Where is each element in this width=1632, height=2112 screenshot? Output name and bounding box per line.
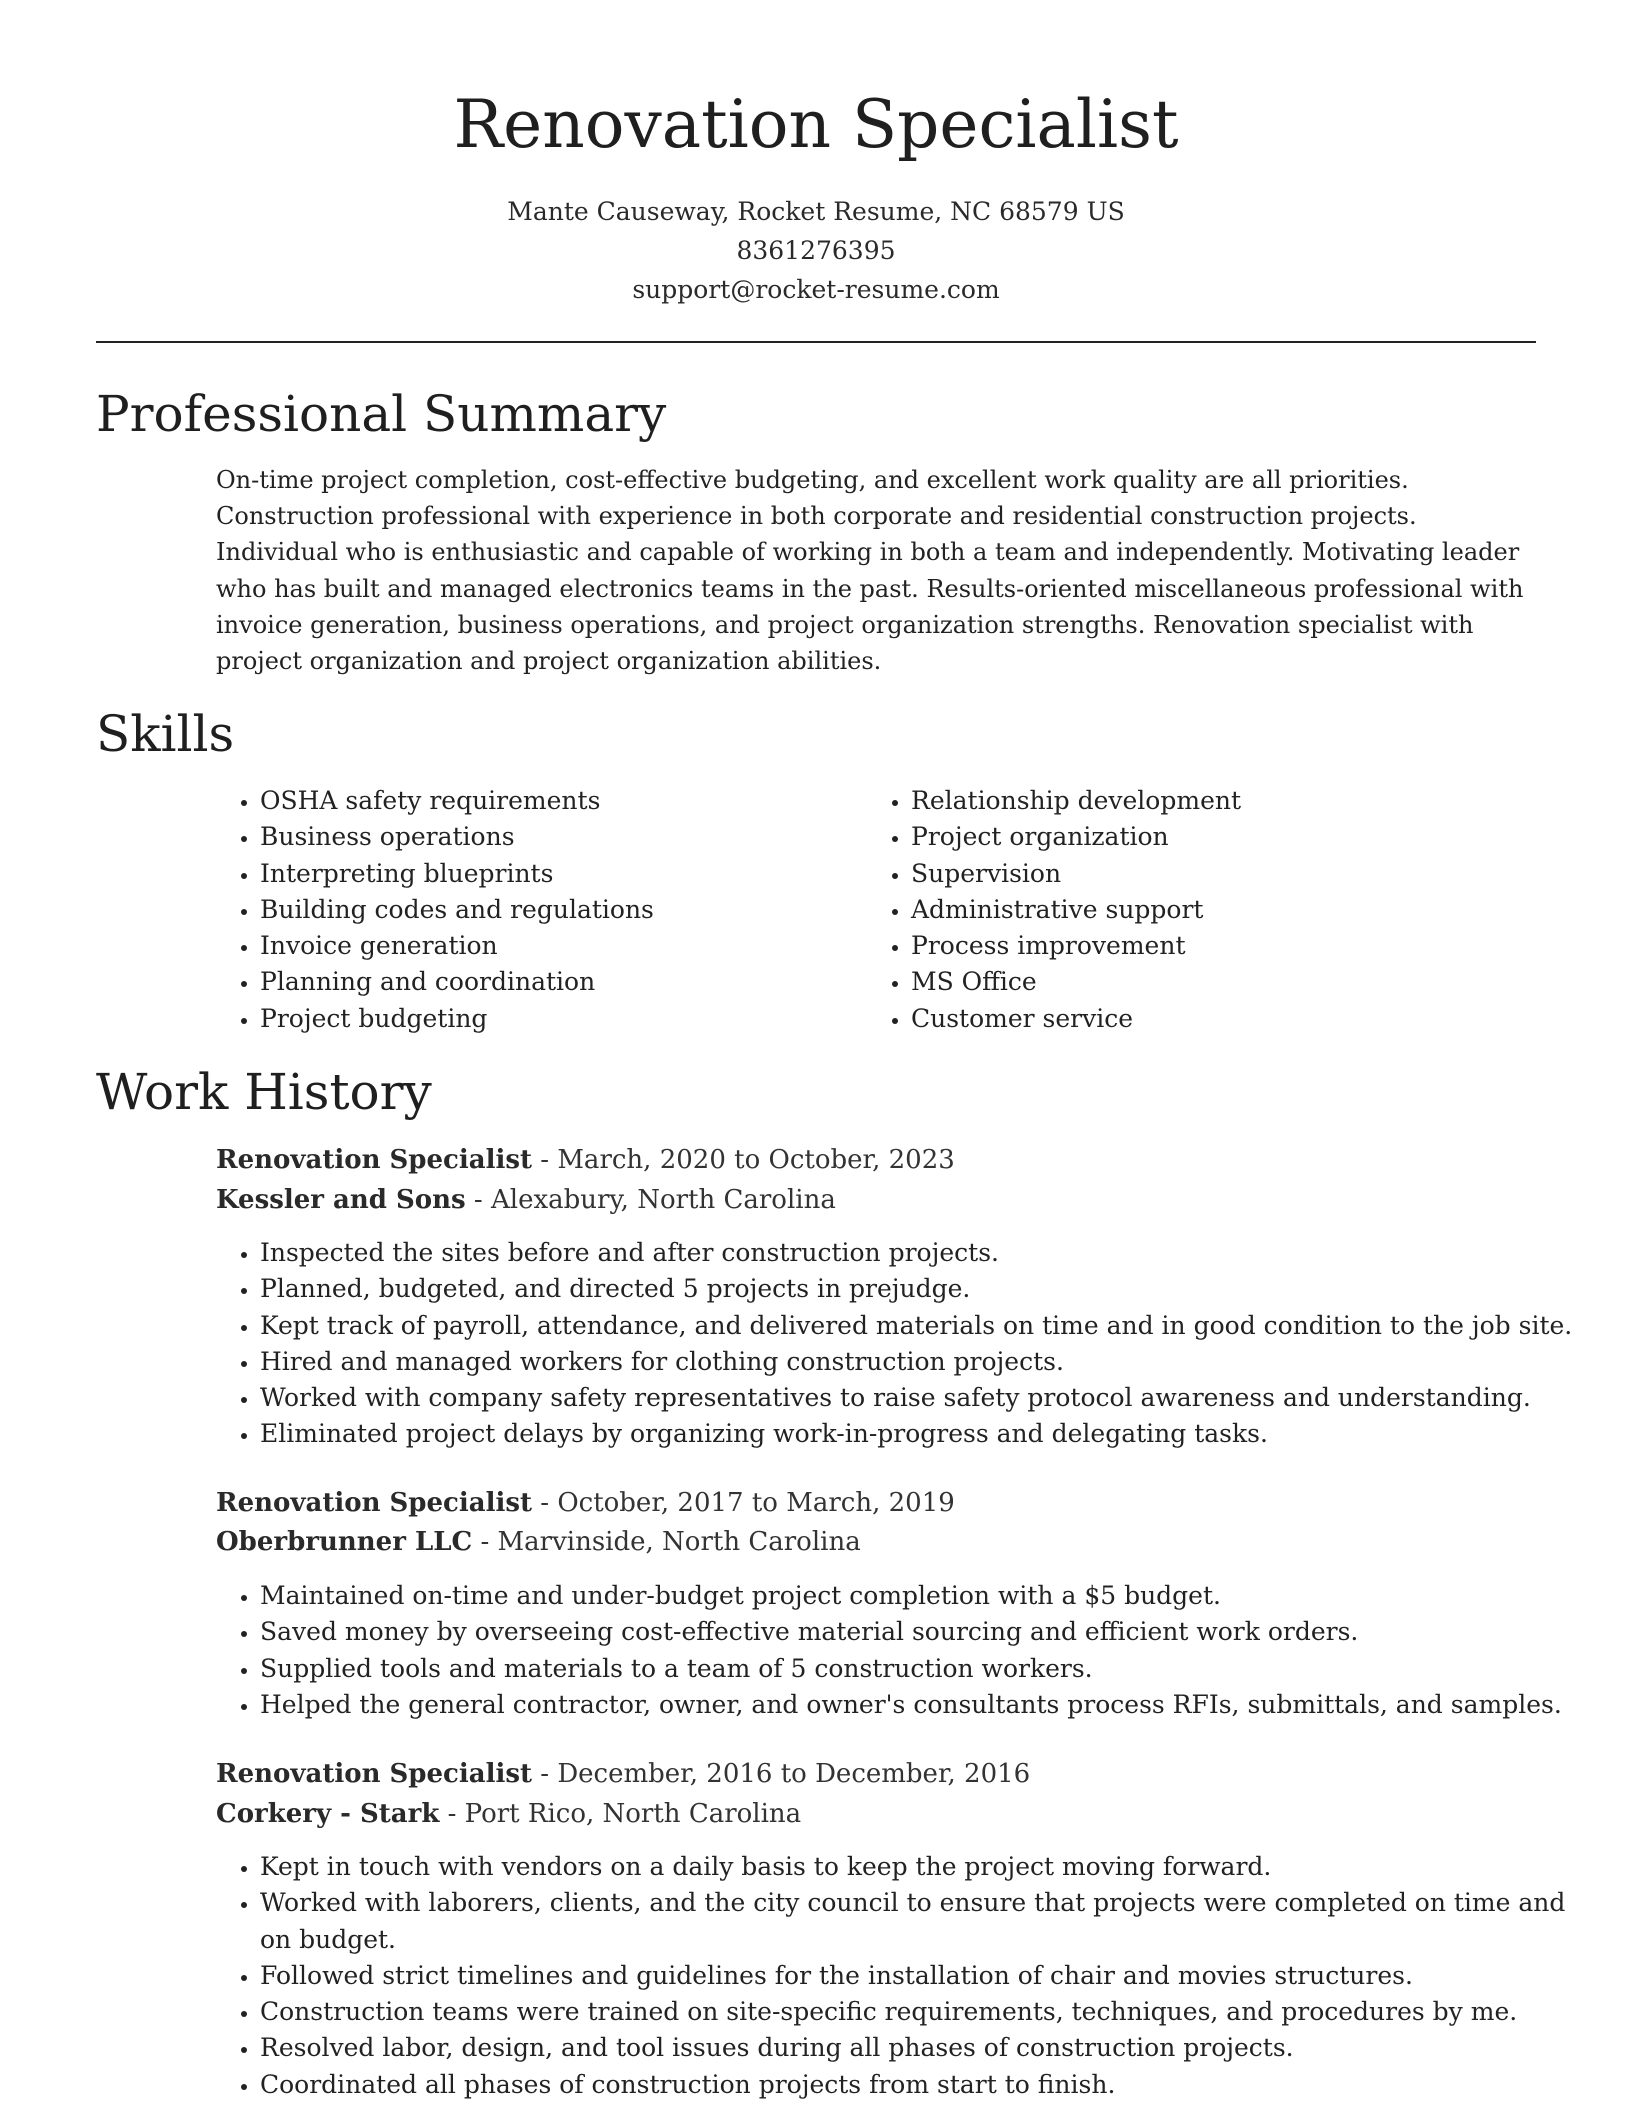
summary-heading: Professional Summary [96,385,667,443]
job-bullet: • Kept in touch with vendors on a daily basis to keep the project moving forward. [260,1849,1580,1885]
skill-item: • OSHA safety requirements [260,783,820,819]
job-bullet: • Kept track of payroll, attendance, and delivered materials on time and in good condition to the job site. [260,1308,1580,1344]
skill-item: • Invoice generation [260,928,820,964]
job-company: Oberbrunner LLC [216,1527,473,1557]
job-bullet: • Worked with laborers, clients, and the city council to ensure that projects were completed on time and on budget. [260,1885,1580,1958]
job-company-line [216,1794,801,1834]
skill-item: • Process improvement [911,928,1511,964]
skills-list-right [867,783,1511,1037]
job-bullet: • Followed strict timelines and guidelines for the installation of chair and movies structures. [260,1958,1580,1994]
job-bullet: • Planned, budgeted, and directed 5 projects in prejudge. [260,1271,1580,1307]
resume-name: Renovation Specialist [453,86,1179,163]
job-bullet: • Maintained on-time and under-budget project completion with a $5 budget. [260,1578,1580,1614]
job-bullet: • Saved money by overseeing cost-effective material sourcing and efficient work orders. [260,1614,1580,1650]
job-bullet: • Hired and managed workers for clothing construction projects. [260,1344,1580,1380]
job-bullet: • Construction teams were trained on site-specific requirements, techniques, and procedures by me. [260,1994,1580,2030]
contact-phone: 8361276395 [736,236,896,265]
job-company-line [216,1180,836,1220]
skills-list-left [216,783,820,1037]
job-bullet: • Resolved labor, design, and tool issues during all phases of construction projects. [260,2030,1580,2066]
job-location: - Port Rico, North Carolina [439,1799,802,1829]
job-bullets [216,1578,1580,1723]
job-dates: - October, 2017 to March, 2019 [532,1488,955,1518]
job-bullets [216,1235,1580,1453]
job-bullet: • Eliminated project delays by organizing work-in-progress and delegating tasks. [260,1416,1580,1452]
skill-item: • MS Office [911,964,1511,1000]
skill-item: • Interpreting blueprints [260,856,820,892]
skill-item: • Business operations [260,819,820,855]
job-dates: - March, 2020 to October, 2023 [532,1145,955,1175]
skill-item: • Building codes and regulations [260,892,820,928]
skills-heading: Skills [96,705,235,763]
contact-block [0,192,1632,309]
skill-item: • Relationship development [911,783,1511,819]
job-title-line [216,1140,955,1180]
skill-item: • Supervision [911,856,1511,892]
job-bullet: • Inspected the sites before and after construction projects. [260,1235,1580,1271]
job-bullets [216,1849,1580,2103]
job-role: Renovation Specialist [216,1759,532,1789]
job-location: - Alexabury, North Carolina [465,1185,836,1215]
summary-text: On-time project completion, cost-effective budgeting, and excellent work quality are all priorities. Construction professional with experience in both corporate and residential construction projects. Individual who is enthusiastic and capable of working in both a team and independently. Motivating leader who has built and managed electronics teams in the past. Results-oriented miscellaneous professional with invoice generation, business operations, and project organization strengths. Renovation specialist with project organization and project organization abilities. [216,466,1524,676]
job-role: Renovation Specialist [216,1488,532,1518]
skill-item: • Administrative support [911,892,1511,928]
job-role: Renovation Specialist [216,1145,532,1175]
job-location: - Marvinside, North Carolina [472,1527,861,1557]
job-company-line [216,1522,861,1562]
skill-item: • Project organization [911,819,1511,855]
job-bullet: • Worked with company safety representatives to raise safety protocol awareness and understanding. [260,1380,1580,1416]
contact-address: Mante Causeway, Rocket Resume, NC 68579 US [507,197,1125,226]
job-company: Kessler and Sons [216,1185,466,1215]
job-bullet: • Helped the general contractor, owner, and owner's consultants process RFIs, submittals, and samples. [260,1687,1580,1723]
skill-item: • Customer service [911,1001,1511,1037]
job-title-line [216,1483,955,1523]
job-title-line [216,1754,1030,1794]
job-company: Corkery - Stark [216,1799,440,1829]
job-bullet: • Coordinated all phases of construction projects from start to finish. [260,2067,1580,2103]
work-history-heading: Work History [96,1063,432,1121]
skill-item: • Planning and coordination [260,964,820,1000]
job-dates: - December, 2016 to December, 2016 [532,1759,1031,1789]
skill-item: • Project budgeting [260,1001,820,1037]
job-bullet: • Supplied tools and materials to a team of 5 construction workers. [260,1651,1580,1687]
header-divider [96,341,1536,343]
contact-email: support@rocket-resume.com [632,275,1000,304]
